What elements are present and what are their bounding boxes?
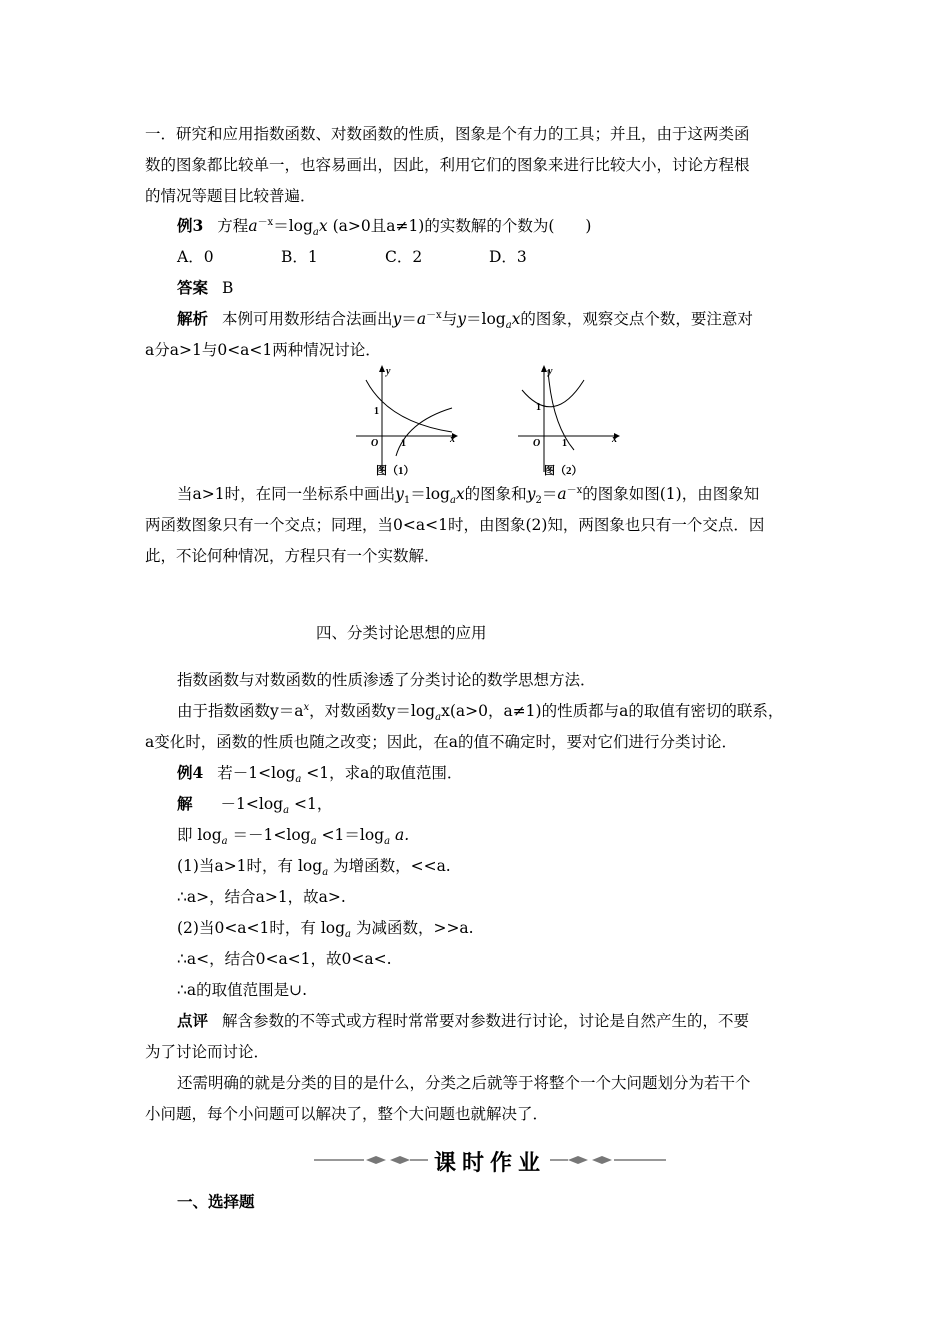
p2-text-b: ，对数函数y＝log [309,702,436,720]
svg-text:1: 1 [374,406,379,417]
intro-line-3: 的情况等题目比较普遍． [145,187,316,205]
section4-p3: a变化时，函数的性质也随之改变；因此，在a的值不确定时，要对它们进行分类讨论． [145,733,737,751]
sol2-a: 即 log [177,826,222,844]
example3-q-mid: ＝log [273,217,313,235]
sol2-c: <1＝log [321,826,385,844]
analysis-text-a: 本例可用数形结合法画出 [222,310,393,328]
example4-label: 例4 [177,763,204,782]
intro-line-1: 一．研究和应用指数函数、对数函数的性质，图象是个有力的工具；并且，由于这两类函 [145,125,750,143]
ex4-tail: <1，求a的取值范围． [306,764,463,782]
sol5-a: (2)当0<a<1时，有 log [177,919,346,937]
solution-label: 解 [177,794,193,813]
example3-options [177,247,593,267]
svg-text:1: 1 [536,402,541,413]
example3-question: 例3 方程$a^{-x}=\log_ax$ (a>0且a≠1)的实数解的个数为( ) [177,216,592,239]
example3-label: 例3 [177,216,204,235]
option-c: C．2 [385,248,423,266]
sol1-text: －1<log [220,795,284,813]
section4-p2: 由于指数函数$y=a^x$，对数函数$y=\log_ax(a>0$，a≠1)的性质都与a的取值有密切的联系， [177,701,784,724]
p2-text-a: 由于指数函数y＝a [177,702,304,720]
sol3-a: (1)当a>1时，有 log [177,857,323,875]
homework-section-heading: 一、选择题 [177,1193,255,1211]
sol5-b: 为减函数，>>a. [355,919,474,937]
sol3-b: 为增函数，<<a. [333,857,451,875]
p2-text-c: x(a>0，a≠1)的性质都与a的取值有密切的联系， [441,702,784,720]
comment-line-1 [177,1011,749,1031]
answer-value: B [222,279,234,297]
after-figure-line-3: 此，不论何种情况，方程只有一个实数解． [145,547,440,565]
solution-line-6: ∴a<，结合0<a<1，故0<a<. [177,950,392,968]
example3-analysis-line-2: a分a>1与0<a<1两种情况讨论． [145,341,381,359]
figure-1 [352,362,464,480]
comment-line-2: 为了讨论而讨论． [145,1043,270,1061]
svg-text:y: y [548,366,553,377]
final-line-1: 还需明确的就是分类的目的是什么，分类之后就等于将整个一个大问题划分为若干个 [177,1074,751,1092]
example3-answer [177,278,233,298]
section4-p1: 指数函数与对数函数的性质渗透了分类讨论的数学思想方法． [177,671,596,689]
after-text-c: 的图象如图(1)，由图象知 [582,485,760,503]
sol2-d: a. [394,826,410,844]
svg-text:1: 1 [562,438,567,449]
svg-text:x: x [612,434,617,445]
comment-label: 点评 [177,1011,209,1030]
solution-line-1: 解 $-1<\log_a <1$， [177,794,333,817]
homework-banner [310,1140,670,1180]
figure-2 [514,362,626,480]
analysis-text-b: 与 [441,310,458,328]
option-b: B．1 [281,248,318,266]
svg-text:y: y [386,366,391,377]
section4-title: 四、分类讨论思想的应用 [316,624,487,642]
final-line-2: 小问题，每个小问题可以解决了，整个大问题也就解决了． [145,1105,549,1123]
svg-text:1: 1 [401,438,406,449]
analysis-label: 解析 [177,309,209,328]
figure-2-caption: 图（2） [544,465,583,477]
example4-question: 例4 若$-1<\log_a <1$，求a的取值范围． [177,763,463,786]
svg-text:x: x [450,434,455,445]
comment-text: 解含参数的不等式或方程时常常要对参数进行讨论，讨论是自然产生的，不要 [222,1012,750,1030]
solution-line-2: 即 $\log_a =-1<\log_a <1=\log_a$ a. [177,826,410,848]
option-a: A．0 [177,248,214,266]
example3-q-pre: 方程 [217,217,249,235]
example3-q-cond: (a>0且a≠1)的实数解的个数为( ) [332,217,592,235]
solution-line-4: ∴a>，结合a>1，故a>. [177,888,346,906]
solution-line-7: ∴a的取值范围是∪. [177,981,308,999]
sol1-tail: <1， [293,795,333,813]
figure-1-caption: 图（1） [376,465,415,477]
solution-line-3: (1)当a>1时，有 $\log_a$ 为增函数，<<a. [177,857,451,879]
svg-text:O: O [371,438,379,449]
after-text-b: 的图象和 [464,485,527,503]
ex4-text: 若－1<log [217,764,296,782]
solution-line-5: (2)当0<a<1时，有 $\log_a$ 为减函数，>>a. [177,919,474,941]
example3-analysis-line-1: 解析 本例可用数形结合法画出$y=a^{-x}$与$y=\log_ax$的图象，观察交点个数，要注意对 [177,309,753,332]
svg-text:O: O [533,438,541,449]
sol2-b: ＝－1<log [232,826,311,844]
answer-label: 答案 [177,278,209,297]
after-text-a: 当a>1时，在同一坐标系中画出 [177,485,396,503]
after-figure-line-1: 当a>1时，在同一坐标系中画出$y_1=\log_ax$的图象和$y_2=a^{-x}$的图象如图(1)，由图象知 [177,484,760,507]
option-d: D．3 [489,248,527,266]
banner-title: 课时作业 [433,1151,546,1176]
after-figure-line-2: 两函数图象只有一个交点；同理，当0<a<1时，由图象(2)知，两图象也只有一个交点．因 [145,516,765,534]
intro-line-2: 数的图象都比较单一，也容易画出，因此，利用它们的图象来进行比较大小，讨论方程根 [145,156,750,174]
analysis-text-c: 的图象，观察交点个数，要注意对 [520,310,753,328]
